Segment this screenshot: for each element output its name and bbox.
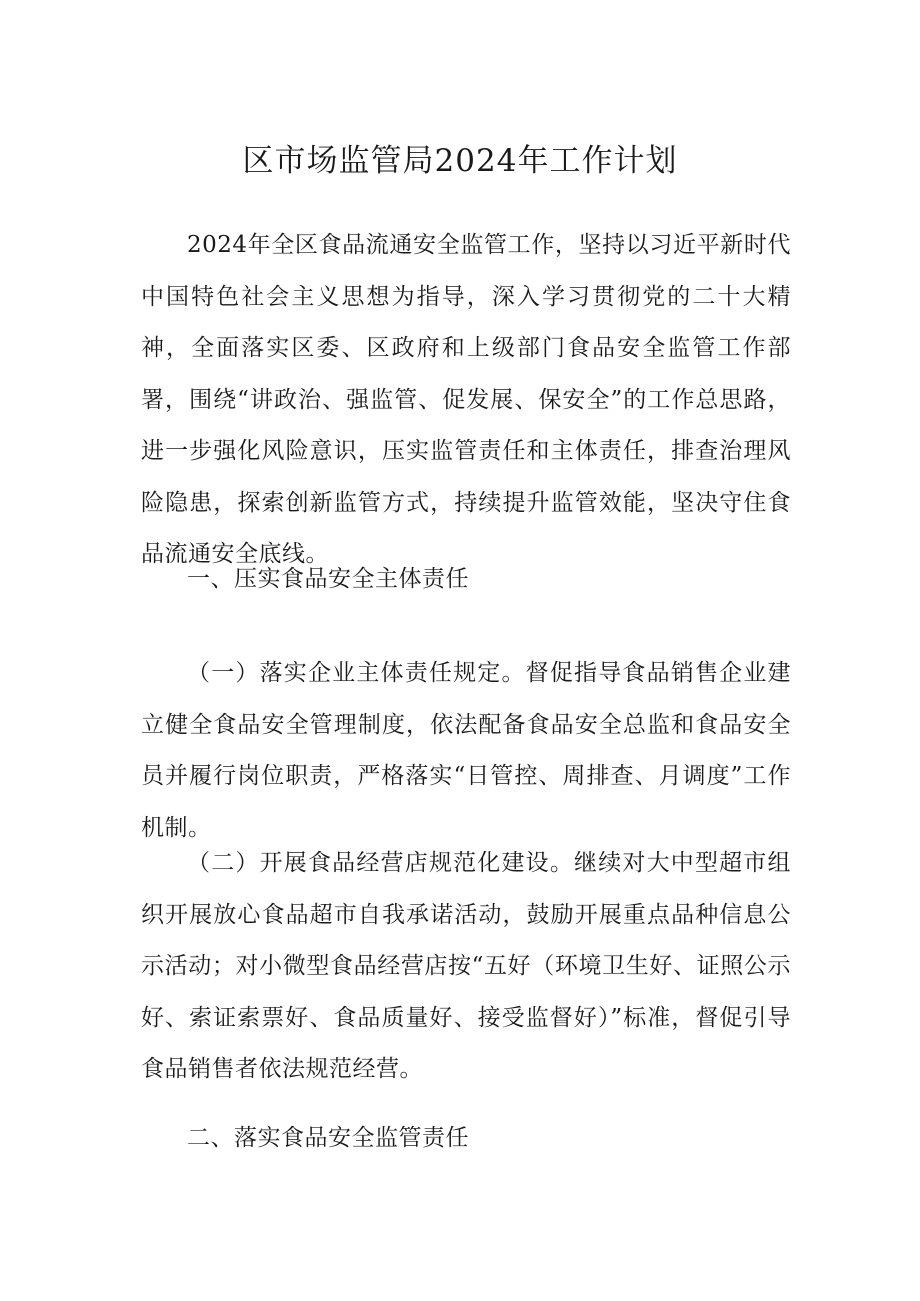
document-title: 区市场监管局2024年工作计划 [242, 143, 678, 179]
section-1-paragraph-2: （二）开展食品经营店规范化建设。继续对大中型超市组织开展放心食品超市自我承诺活动，鼓励开展重点品种信息公示活动；对小微型食品经营店按“五好（环境卫生好、证照公示好、索证索票好、食品质量好、接受监督好）”标准，督促引导食品销售者依法规范经营。 [141, 850, 791, 1082]
section-2-heading: 二、落实食品安全监管责任 [187, 1125, 469, 1151]
intro-paragraph: 2024年全区食品流通安全监管工作，坚持以习近平新时代中国特色社会主义思想为指导，深入学习贯彻党的二十大精神，全面落实区委、区政府和上级部门食品安全监管工作部署，围绕“讲政治、强监管、促发展、保安全”的工作总思路，进一步强化风险意识，压实监管责任和主体责任，排查治理风险隐患，探索创新监管方式，持续提升监管效能，坚决守住食品流通安全底线。 [141, 232, 791, 567]
section-1-heading: 一、压实食品安全主体责任 [187, 566, 469, 592]
section-1-paragraph-1: （一）落实企业主体责任规定。督促指导食品销售企业建立健全食品安全管理制度，依法配备食品安全总监和食品安全员并履行岗位职责，严格落实“日管控、周排查、月调度”工作机制。 [141, 660, 791, 841]
